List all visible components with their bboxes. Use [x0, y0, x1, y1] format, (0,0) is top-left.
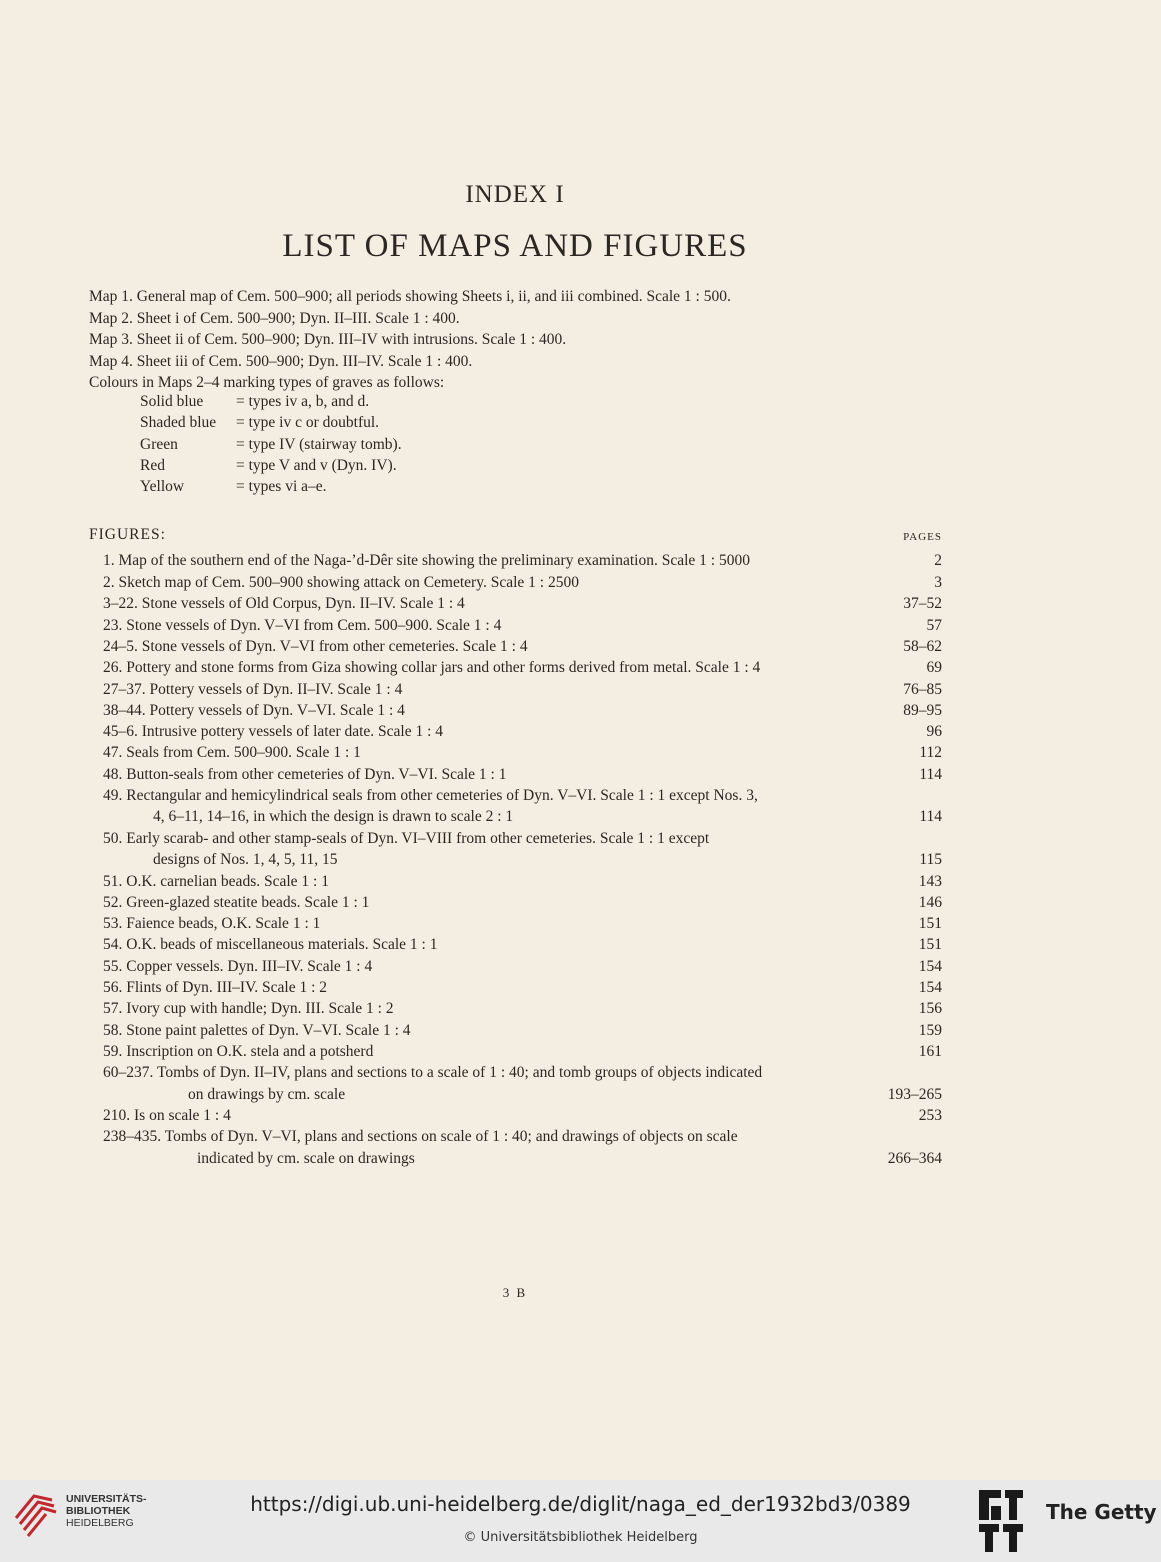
getty-logo-icon	[977, 1488, 1025, 1554]
figure-page: 37–52	[903, 595, 942, 612]
colour-legend-row	[140, 393, 369, 411]
figure-page: 2	[934, 552, 942, 569]
figure-page: 69	[926, 659, 942, 676]
partner-name: The Getty	[1046, 1500, 1157, 1524]
page-title: LIST OF MAPS AND FIGURES	[282, 228, 748, 264]
figure-entry: 38–44. Pottery vessels of Dyn. V–VI. Scale 1 : 4	[103, 702, 405, 719]
figure-page: 159	[918, 1022, 942, 1039]
copyright-notice: © Universitätsbibliothek Heidelberg	[463, 1530, 698, 1545]
map-entry: Map 4. Sheet iii of Cem. 500–900; Dyn. III–IV. Scale 1 : 400.	[89, 352, 473, 370]
colour-meaning: = type V and v (Dyn. IV).	[236, 457, 397, 474]
figure-entry: 50. Early scarab- and other stamp-seals of Dyn. VI–VIII from other cemeteries. Scale 1 : 1 except	[103, 830, 710, 847]
figure-page: 151	[918, 936, 942, 953]
figure-entry: 52. Green-glazed steatite beads. Scale 1 : 1	[103, 894, 370, 911]
figure-entry: 210. Is on scale 1 : 4	[103, 1107, 231, 1124]
colour-legend-row	[140, 436, 402, 454]
colour-legend-row	[140, 478, 327, 496]
figure-entry: 27–37. Pottery vessels of Dyn. II–IV. Scale 1 : 4	[103, 681, 403, 698]
figure-page: 114	[919, 808, 942, 825]
figure-page: 112	[919, 744, 942, 761]
colour-name: Red	[140, 457, 165, 474]
pages-heading: PAGES	[903, 531, 942, 543]
viewer-footer	[0, 1480, 1161, 1562]
figure-page: 161	[918, 1043, 942, 1060]
figure-entry: 2. Sketch map of Cem. 500–900 showing attack on Cemetery. Scale 1 : 2500	[103, 574, 579, 591]
page-folio: 3 B	[502, 1285, 528, 1300]
figures-heading: FIGURES:	[89, 526, 166, 543]
figure-page: 151	[918, 915, 942, 932]
figure-page: 58–62	[903, 638, 942, 655]
figure-entry: 23. Stone vessels of Dyn. V–VI from Cem. 500–900. Scale 1 : 4	[103, 617, 502, 634]
colour-meaning: = type IV (stairway tomb).	[236, 436, 402, 453]
figure-page: 89–95	[903, 702, 942, 719]
colours-intro: Colours in Maps 2–4 marking types of graves as follows:	[89, 374, 445, 391]
figure-entry-continuation: indicated by cm. scale on drawings	[197, 1150, 415, 1167]
figure-entry: 47. Seals from Cem. 500–900. Scale 1 : 1	[103, 744, 361, 761]
figure-page: 193–265	[887, 1086, 942, 1103]
figure-entry: 45–6. Intrusive pottery vessels of later date. Scale 1 : 4	[103, 723, 444, 740]
figure-entry: 56. Flints of Dyn. III–IV. Scale 1 : 2	[103, 979, 328, 996]
colour-name: Solid blue	[140, 393, 204, 410]
figure-entry: 53. Faience beads, O.K. Scale 1 : 1	[103, 915, 321, 932]
figure-page: 146	[918, 894, 942, 911]
figure-page: 57	[926, 617, 942, 634]
figure-entry: 59. Inscription on O.K. stela and a potsherd	[103, 1043, 374, 1060]
figure-page: 96	[926, 723, 942, 740]
permalink-url[interactable]: https://digi.ub.uni-heidelberg.de/diglit/naga_ed_der1932bd3/0389	[250, 1492, 911, 1516]
figure-entry: 238–435. Tombs of Dyn. V–VI, plans and sections on scale of 1 : 40; and drawings of objects on scale	[103, 1128, 738, 1145]
index-label: INDEX I	[465, 181, 565, 208]
figure-page: 156	[918, 1000, 942, 1017]
figure-entry: 26. Pottery and stone forms from Giza showing collar jars and other forms derived from metal. Scale 1 : 4	[103, 659, 761, 676]
figure-page: 115	[919, 851, 942, 868]
figure-entry: 57. Ivory cup with handle; Dyn. III. Scale 1 : 2	[103, 1000, 394, 1017]
figure-entry: 60–237. Tombs of Dyn. II–IV, plans and sections to a scale of 1 : 40; and tomb groups of objects indicated	[103, 1064, 763, 1081]
colour-meaning: = types vi a–e.	[236, 478, 327, 495]
figure-page: 3	[934, 574, 942, 591]
maps-list	[89, 286, 731, 394]
colour-legend-row	[140, 457, 397, 475]
colour-meaning: = types iv a, b, and d.	[236, 393, 370, 410]
colour-meaning: = type iv c or doubtful.	[236, 414, 380, 431]
figure-entry: 51. O.K. carnelian beads. Scale 1 : 1	[103, 873, 329, 890]
figure-entry: 24–5. Stone vessels of Dyn. V–VI from other cemeteries. Scale 1 : 4	[103, 638, 528, 655]
figure-entry: 49. Rectangular and hemicylindrical seals from other cemeteries of Dyn. V–VI. Scale 1 : 1 except Nos. 3,	[103, 787, 758, 804]
figure-entry: 1. Map of the southern end of the Naga-’d-Dêr site showing the preliminary examination. Scale 1 : 5000	[103, 552, 750, 569]
figure-entry: 3–22. Stone vessels of Old Corpus, Dyn. II–IV. Scale 1 : 4	[103, 595, 465, 612]
map-entry: Map 1. General map of Cem. 500–900; all periods showing Sheets i, ii, and iii combined. Scale 1 : 500.	[89, 288, 731, 305]
figure-page: 154	[918, 979, 942, 996]
colour-legend-row	[140, 414, 379, 432]
institution-name: UNIVERSITÄTS- BIBLIOTHEK HEIDELBERG	[66, 1493, 147, 1529]
figure-entry-continuation: 4, 6–11, 14–16, in which the design is drawn to scale 2 : 1	[153, 808, 514, 825]
figure-page: 266–364	[887, 1150, 942, 1167]
colour-name: Green	[140, 436, 178, 453]
figure-entry-continuation: designs of Nos. 1, 4, 5, 11, 15	[153, 851, 338, 868]
figure-page: 154	[918, 958, 942, 975]
figure-page: 253	[918, 1107, 942, 1124]
figure-page: 143	[918, 873, 942, 890]
figure-entry: 48. Button-seals from other cemeteries of Dyn. V–VI. Scale 1 : 1	[103, 766, 507, 783]
figure-page: 76–85	[903, 681, 942, 698]
map-entry: Map 3. Sheet ii of Cem. 500–900; Dyn. III–IV with intrusions. Scale 1 : 400.	[89, 331, 567, 348]
figure-entry: 58. Stone paint palettes of Dyn. V–VI. Scale 1 : 4	[103, 1022, 411, 1039]
figure-entry-continuation: on drawings by cm. scale	[188, 1086, 346, 1103]
figure-entry: 55. Copper vessels. Dyn. III–IV. Scale 1 : 4	[103, 958, 373, 975]
colour-name: Shaded blue	[140, 414, 217, 431]
colour-name: Yellow	[140, 478, 185, 495]
map-entry: Map 2. Sheet i of Cem. 500–900; Dyn. II–III. Scale 1 : 400.	[89, 309, 460, 327]
figure-entry: 54. O.K. beads of miscellaneous materials. Scale 1 : 1	[103, 936, 438, 953]
figure-page: 114	[919, 766, 942, 783]
